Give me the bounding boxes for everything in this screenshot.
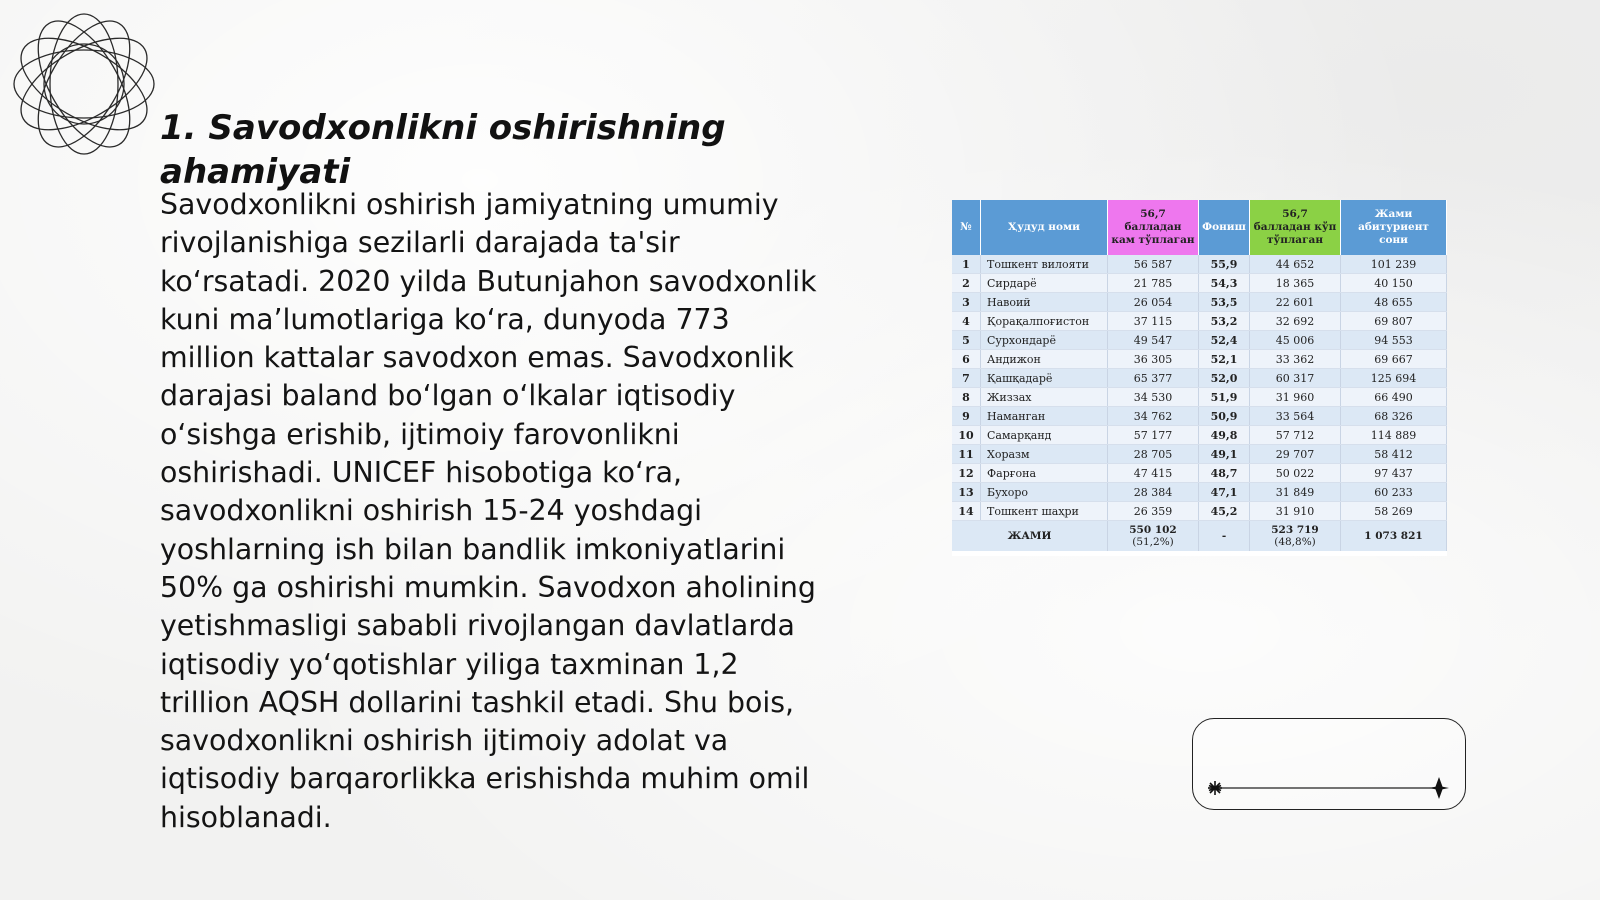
cell-below: 28 705 [1108,445,1199,464]
cell-average: 49,8 [1199,426,1250,445]
cell-total: 68 326 [1341,407,1447,426]
starburst-icon [1208,781,1222,795]
cell-region: Фарғона [981,464,1108,483]
cell-below: 65 377 [1108,369,1199,388]
cell-region: Сирдарё [981,274,1108,293]
cell-above: 32 692 [1250,312,1341,331]
total-above: 523 719 [1271,524,1319,536]
cell-number: 10 [952,426,981,445]
cell-below: 36 305 [1108,350,1199,369]
cell-below: 21 785 [1108,274,1199,293]
table-row [952,293,1447,312]
cell-total: 101 239 [1341,255,1447,274]
cell-below: 57 177 [1108,426,1199,445]
sparkle-cross-icon [1429,777,1449,799]
cell-total: 48 655 [1341,293,1447,312]
cell-number: 9 [952,407,981,426]
table-header-row [952,200,1447,255]
cell-average: 52,0 [1199,369,1250,388]
cell-below: 26 359 [1108,502,1199,521]
cell-below: 26 054 [1108,293,1199,312]
cell-below: 28 384 [1108,483,1199,502]
cell-above: 50 022 [1250,464,1341,483]
table-row [952,369,1447,388]
cell-below: 47 415 [1108,464,1199,483]
cell-total: 114 889 [1341,426,1447,445]
total-above-percent: (48,8%) [1274,536,1316,548]
table-total-row [952,521,1447,552]
cell-number: 6 [952,350,981,369]
cell-number: 5 [952,331,981,350]
cell-region: Андижон [981,350,1108,369]
col-header-above: 56,7 балладан кўп тўплаган [1250,200,1341,255]
cell-number: 3 [952,293,981,312]
total-below: 550 102 [1129,524,1177,536]
col-header-average: Фониш [1199,200,1250,255]
cell-average: 53,5 [1199,293,1250,312]
table-row [952,255,1447,274]
col-header-number: № [952,200,981,255]
cell-number: 13 [952,483,981,502]
table-row [952,483,1447,502]
table-row [952,331,1447,350]
cell-region: Навоий [981,293,1108,312]
cell-region: Тошкент вилояти [981,255,1108,274]
cell-region: Самарқанд [981,426,1108,445]
cell-average: 52,1 [1199,350,1250,369]
cell-above: 60 317 [1250,369,1341,388]
cell-above: 45 006 [1250,331,1341,350]
cell-average: 55,9 [1199,255,1250,274]
cell-above: 31 960 [1250,388,1341,407]
cell-above: 44 652 [1250,255,1341,274]
cell-total: 69 807 [1341,312,1447,331]
cell-total: 69 667 [1341,350,1447,369]
cell-average: 49,1 [1199,445,1250,464]
cell-below: 34 762 [1108,407,1199,426]
cell-number: 11 [952,445,981,464]
cell-number: 14 [952,502,981,521]
cell-above: 22 601 [1250,293,1341,312]
cell-above: 31 910 [1250,502,1341,521]
cell-above: 18 365 [1250,274,1341,293]
cell-above: 29 707 [1250,445,1341,464]
table-row [952,312,1447,331]
orbital-rings-icon [10,10,158,158]
cell-average: 54,3 [1199,274,1250,293]
table-row [952,464,1447,483]
cell-number: 8 [952,388,981,407]
table-row [952,445,1447,464]
table-row [952,407,1447,426]
table-row [952,502,1447,521]
slide-body-text: Savodxonlikni oshirish jamiyatning umumiy rivojlanishiga sezilarli darajada ta'sir ko‘rsatadi. 2020 yilda Butunjahon savodxonlik kuni ma’lumotlariga ko‘ra, dunyoda 773 million kattalar savodxon emas. Savodxonlik darajasi baland bo‘lgan o‘lkalar iqtisodiy o‘sishga erishib, ijtimoiy farovonlikni oshirishadi. UNICEF hisobotiga ko‘ra, savodxonlikni oshirish 15-24 yoshdagi yoshlarning ish bilan bandlik imkoniyatlarini 50% ga oshirishi mumkin. Savodxon aholining yetishmasligi sababli rivojlangan davlatlarda iqtisodiy yo‘qotishlar yiliga taxminan 1,2 trillion AQSH dollarini tashkil etadi. Shu bois, savodxonlikni oshirish ijtimoiy adolat va iqtisodiy barqarorlikka erishishda muhim omil hisoblanadi. [160,188,817,834]
cell-total: 97 437 [1341,464,1447,483]
cell-total: 58 412 [1341,445,1447,464]
cell-average: 52,4 [1199,331,1250,350]
statistics-table [952,200,1447,551]
cell-average: 48,7 [1199,464,1250,483]
cell-average: 53,2 [1199,312,1250,331]
statistics-table-image [952,200,1447,556]
cell-region: Хоразм [981,445,1108,464]
total-label: ЖАМИ [952,521,1108,552]
decorative-frame [1192,718,1466,810]
total-all: 1 073 821 [1341,521,1447,552]
cell-average: 47,1 [1199,483,1250,502]
cell-number: 7 [952,369,981,388]
frame-decoration [1193,719,1465,809]
cell-below: 56 587 [1108,255,1199,274]
cell-total: 60 233 [1341,483,1447,502]
cell-number: 1 [952,255,981,274]
cell-total: 40 150 [1341,274,1447,293]
cell-above: 31 849 [1250,483,1341,502]
cell-region: Наманган [981,407,1108,426]
table-row [952,388,1447,407]
cell-average: 51,9 [1199,388,1250,407]
cell-below: 37 115 [1108,312,1199,331]
cell-number: 2 [952,274,981,293]
cell-total: 66 490 [1341,388,1447,407]
total-below-cell [1108,521,1199,552]
table-row [952,350,1447,369]
cell-region: Сурхондарё [981,331,1108,350]
cell-region: Жиззах [981,388,1108,407]
cell-total: 125 694 [1341,369,1447,388]
cell-total: 94 553 [1341,331,1447,350]
cell-average: 50,9 [1199,407,1250,426]
cell-region: Бухоро [981,483,1108,502]
cell-above: 33 362 [1250,350,1341,369]
table-row [952,426,1447,445]
cell-below: 34 530 [1108,388,1199,407]
cell-region: Қашқадарё [981,369,1108,388]
cell-region: Тошкент шаҳри [981,502,1108,521]
slide-title: 1. Savodxonlikni oshirishning ahamiyati [160,108,726,192]
total-above-cell [1250,521,1341,552]
cell-below: 49 547 [1108,331,1199,350]
cell-number: 4 [952,312,981,331]
cell-above: 57 712 [1250,426,1341,445]
cell-average: 45,2 [1199,502,1250,521]
cell-total: 58 269 [1341,502,1447,521]
cell-above: 33 564 [1250,407,1341,426]
col-header-below: 56,7 балладан кам тўплаган [1108,200,1199,255]
cell-region: Қорақалпоғистон [981,312,1108,331]
cell-number: 12 [952,464,981,483]
total-below-percent: (51,2%) [1132,536,1174,548]
table-row [952,274,1447,293]
col-header-total: Жами абитуриент сони [1341,200,1447,255]
total-average: - [1199,521,1250,552]
col-header-region: Ҳудуд номи [981,200,1108,255]
